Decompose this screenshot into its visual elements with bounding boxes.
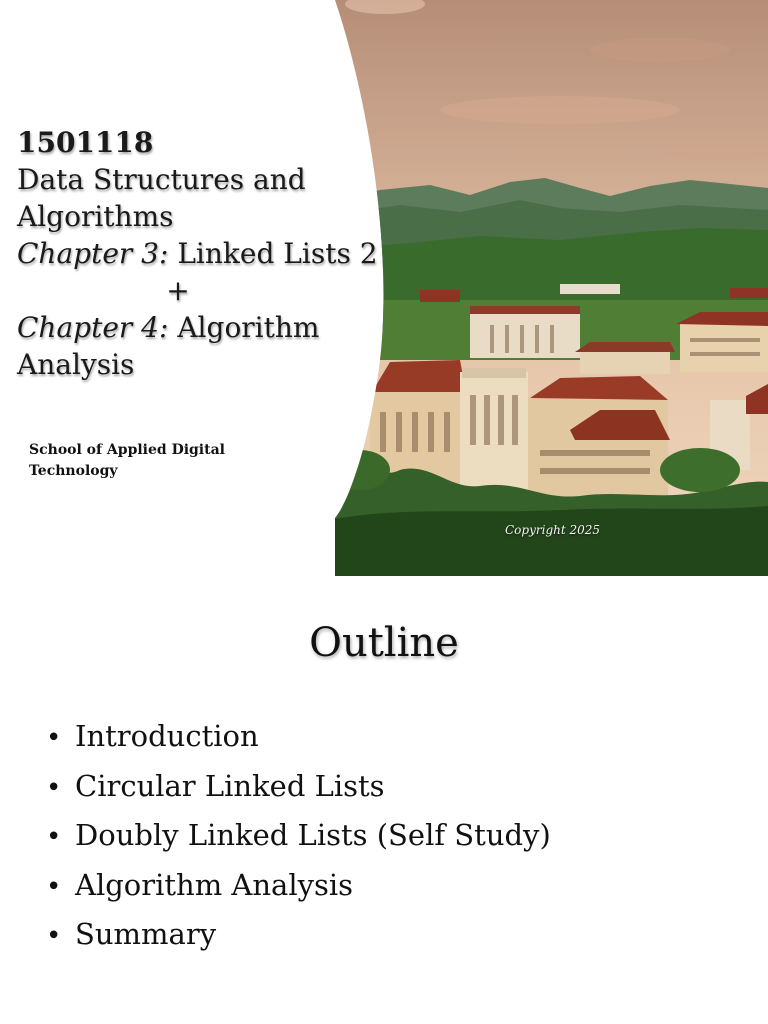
plus-sign: + <box>166 274 190 307</box>
list-item-text: Summary <box>75 917 217 951</box>
chapter4-heading <box>17 309 379 346</box>
list-item <box>46 863 551 913</box>
outline-title: Outline <box>309 620 459 666</box>
outline-list <box>46 714 551 962</box>
school-line2: Technology <box>29 463 118 479</box>
chapter3-heading <box>17 235 379 272</box>
school-line1: School of Applied Digital <box>29 442 225 458</box>
bullet-icon: • <box>46 772 62 803</box>
bullet-icon: • <box>46 822 62 852</box>
list-item <box>46 714 551 764</box>
chapter4-title: Algorithm <box>168 311 320 344</box>
course-code: 1501118 <box>17 126 154 159</box>
course-title-line2: Algorithms <box>17 200 174 233</box>
list-item <box>46 912 551 962</box>
list-item-text: Introduction <box>75 719 259 753</box>
chapter3-title: Linked Lists 2 <box>168 237 378 270</box>
title-block <box>17 124 379 383</box>
bullet-icon: • <box>46 921 62 951</box>
chapter4-label: Chapter 4: <box>17 311 169 344</box>
bullet-icon: • <box>46 723 62 753</box>
course-title-line1: Data Structures and <box>17 163 306 196</box>
list-item-text: Doubly Linked Lists (Self Study) <box>75 818 551 852</box>
list-item <box>46 813 551 863</box>
school-name <box>29 440 289 482</box>
copyright-text: Copyright 2025 <box>505 523 601 537</box>
list-item <box>46 764 551 814</box>
chapter3-label: Chapter 3: <box>17 237 169 270</box>
list-item-text: Algorithm Analysis <box>75 867 354 902</box>
chapter4-title-line2: Analysis <box>17 348 135 381</box>
outline-slide <box>0 576 768 1024</box>
bullet-icon: • <box>46 871 62 902</box>
list-item-text: Circular Linked Lists <box>75 768 385 803</box>
